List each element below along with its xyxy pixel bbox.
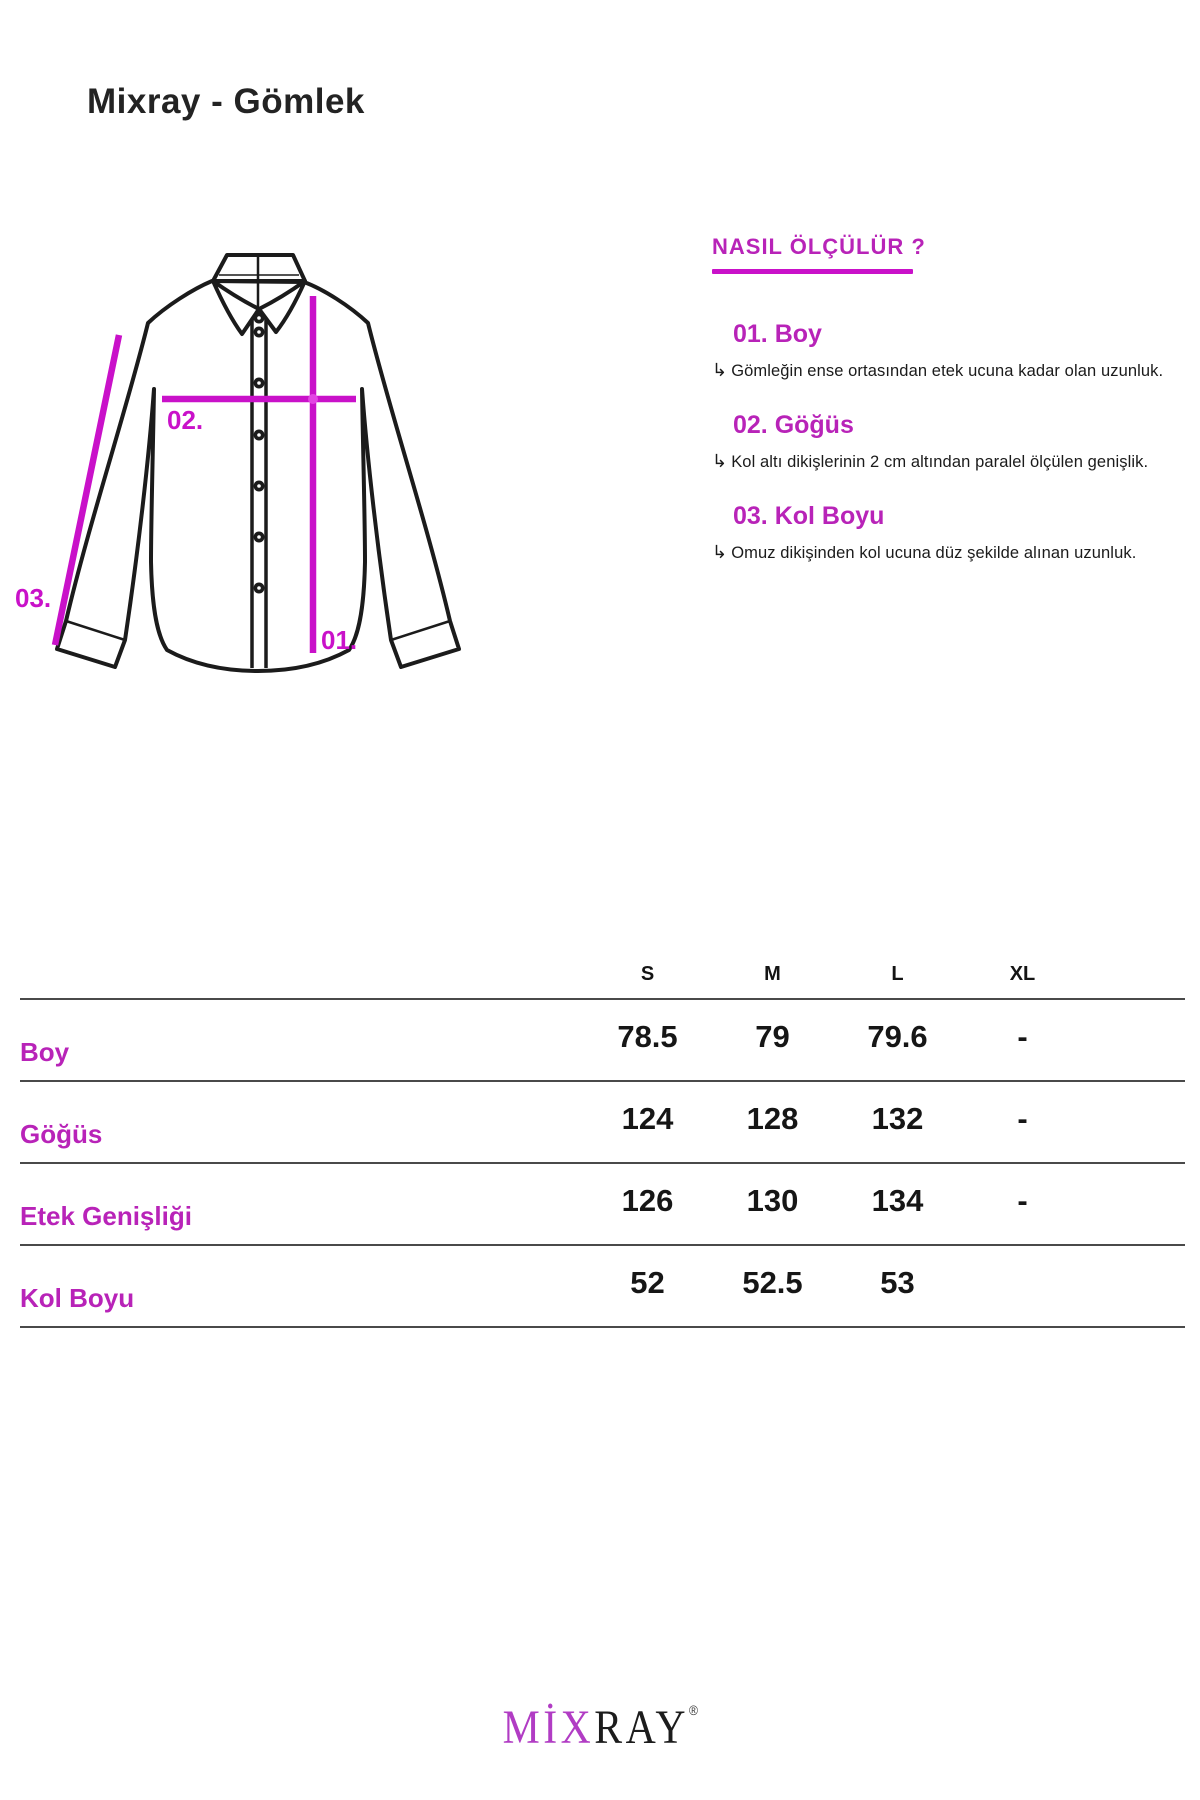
diagram-label-03: 03. bbox=[15, 583, 52, 613]
table-cell: 52.5 bbox=[742, 1265, 803, 1300]
row-label: Etek Genişliği bbox=[20, 1201, 192, 1231]
table-row bbox=[20, 1000, 1185, 1082]
table-row bbox=[20, 1082, 1185, 1164]
measure-item-kol-boyu bbox=[712, 502, 1190, 564]
how-to-measure-panel bbox=[712, 234, 1190, 594]
table-cell: 134 bbox=[871, 1183, 924, 1218]
table-row bbox=[20, 1164, 1185, 1246]
table-cell bbox=[960, 1246, 1085, 1326]
row-label: Boy bbox=[20, 1037, 70, 1067]
size-col-header-s: S bbox=[640, 963, 655, 985]
registered-mark-icon: ® bbox=[688, 1702, 698, 1718]
table-cell: - bbox=[1017, 1019, 1028, 1054]
table-cell: 128 bbox=[746, 1101, 799, 1136]
table-row bbox=[20, 1246, 1185, 1328]
measure-item-gogus bbox=[712, 411, 1190, 473]
measure-heading: 01. Boy bbox=[733, 320, 822, 348]
size-col-header-l: L bbox=[891, 963, 904, 985]
diagram-label-02: 02. bbox=[167, 405, 204, 435]
return-arrow-icon: ↳ bbox=[712, 359, 728, 380]
table-cell: - bbox=[1017, 1183, 1028, 1218]
measure-description: Omuz dikişinden kol ucuna düz şekilde alınan uzunluk. bbox=[731, 544, 1137, 563]
size-table-header bbox=[20, 930, 1185, 1000]
table-cell: 132 bbox=[871, 1101, 924, 1136]
measure-intersection-dot bbox=[308, 394, 318, 404]
title-underline bbox=[712, 269, 913, 274]
how-to-measure-title: NASIL ÖLÇÜLÜR ? bbox=[712, 234, 926, 259]
page-title: Mixray - Gömlek bbox=[87, 82, 365, 121]
brand-logo-mix: MİX bbox=[502, 1701, 594, 1754]
brand-logo bbox=[0, 1700, 1200, 1755]
size-col-header-m: M bbox=[764, 963, 781, 985]
return-arrow-icon: ↳ bbox=[712, 542, 728, 563]
measure-description: Gömleğin ense ortasından etek ucuna kadar olan uzunluk. bbox=[731, 361, 1164, 380]
table-cell: 126 bbox=[621, 1183, 674, 1218]
table-cell: 52 bbox=[630, 1265, 665, 1300]
size-table bbox=[20, 930, 1185, 1328]
size-col-header-xl: XL bbox=[1009, 963, 1036, 985]
measure-heading: 03. Kol Boyu bbox=[733, 502, 885, 531]
table-cell: 78.5 bbox=[617, 1019, 678, 1054]
return-arrow-icon: ↳ bbox=[712, 450, 728, 471]
measure-description: Kol altı dikişlerinin 2 cm altından paralel ölçülen genişlik. bbox=[731, 452, 1149, 471]
table-cell: 79 bbox=[755, 1019, 790, 1054]
table-cell: 79.6 bbox=[867, 1019, 928, 1054]
row-label: Göğüs bbox=[20, 1119, 103, 1149]
row-label: Kol Boyu bbox=[20, 1283, 135, 1313]
brand-logo-ray: RAY bbox=[593, 1701, 689, 1754]
diagram-label-01: 01. bbox=[321, 625, 358, 655]
table-cell: - bbox=[1017, 1101, 1028, 1136]
shirt-diagram bbox=[0, 175, 480, 680]
table-cell: 53 bbox=[880, 1265, 915, 1300]
table-cell: 124 bbox=[621, 1101, 674, 1136]
measure-item-boy bbox=[712, 320, 1190, 382]
table-cell: 130 bbox=[746, 1183, 799, 1218]
measure-heading: 02. Göğüs bbox=[733, 411, 854, 440]
